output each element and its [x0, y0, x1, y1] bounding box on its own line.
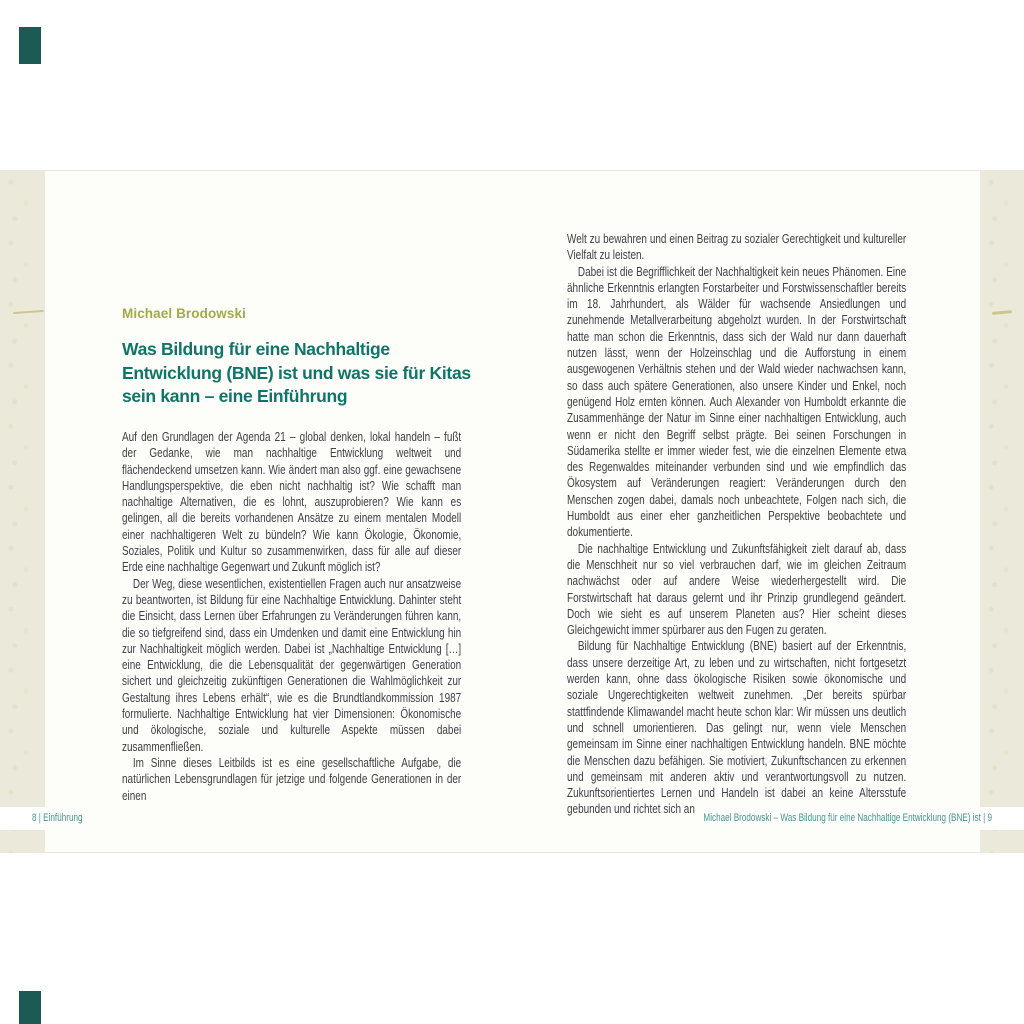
paragraph: Die nachhaltige Entwicklung und Zukunftsfähigkeit zielt darauf ab, dass die Menschheit nur so viel verbrauchen darf, wie im gleichen Zeitraum nachwächst oder auf andere Weise wiederhergestellt wird. Die Forstwirtschaft hat daraus gelernt und ihr Prinzip grundlegend geändert. Doch wie sieht es auf unserem Planeten aus? Hier scheint dieses Gleichgewicht immer spürbarer aus den Fugen zu geraten.: [567, 540, 907, 638]
page-footer-right: Michael Brodowski – Was Bildung für eine Nachhaltige Entwicklung (BNE) ist | 9: [703, 812, 992, 824]
paragraph: Bildung für Nachhaltige Entwicklung (BNE) basiert auf der Erkenntnis, dass unsere derzeitige Art, zu leben und zu wirtschaften, nicht fortgesetzt werden kann, ohne dass ökologische Risiken sowie ökonomische und soziale Ungerechtigkeiten weltweit zunehmen. „Der bereits spürbar stattfindende Klimawandel macht heute schon klar: Wir müssen uns deutlich und schnell umorientieren. Das gelingt nur, wenn viele Menschen gemeinsam im Sinne einer nachhaltigen Entwicklung handeln. BNE möchte die Menschen dazu befähigen. Sie motiviert, Zukunftschancen zu erkennen und gemeinsam mit anderen aktiv und verantwortungsvoll zu nutzen. Zukunftsorientiertes Lernen und Handeln ist dabei an keine Altersstufe gebunden und richtet sich an: [567, 638, 907, 817]
right-text-column: [567, 231, 906, 818]
paragraph: Welt zu bewahren und einen Beitrag zu sozialer Gerechtigkeit und kultureller Vielfalt zu leisten.: [567, 231, 907, 263]
left-text-column: [122, 429, 461, 804]
paragraph: Dabei ist die Begrifflichkeit der Nachhaltigkeit kein neues Phänomen. Eine ähnliche Erkenntnis erlangten Forstarbeiter und Forstwissenschaftler bereits im 18. Jahrhundert, als Wälder für wachsende Ansiedlungen und zunehmende Metallverarbeitung abgeholzt wurden. In der Forstwirtschaft hatte man schon die Erkenntnis, dass sich der Wald nur dann dauerhaft nutzen lässt, wenn der Holzeinschlag und die Aufforstung in einem ausgewogenen Verhältnis stehen und der Wald wieder nachwachsen kann, so dass auch spätere Generationen, also unsere Kinder und Enkel, noch genügend Holz ernten können. Auch Alexander von Humboldt erkannte die Zusammenhänge der Natur im Sinne einer nachhaltigen Entwicklung, auch wenn er nicht den Begriff selbst prägte. Bei seinen Forschungen in Südamerika stellte er immer wieder fest, wie die einzelnen Elemente etwa des Regenwaldes miteinander verbunden sind und wie empfindlich das Ökosystem auf Veränderungen reagiert: Veränderungen durch den Menschen zogen dabei, damals noch unbeachtete, Folgen nach sich, die Humboldt aus einer eher ganzheitlichen Perspektive beobachtete und dokumentierte.: [567, 263, 907, 540]
author-name: Michael Brodowski: [122, 306, 246, 321]
paragraph: Der Weg, diese wesentlichen, existentiellen Fragen auch nur ansatzweise zu beantworten, ist Bildung für eine Nachhaltige Entwicklung. Dahinter steht die Einsicht, dass Lernen über Erfahrungen zu Veränderungen führen kann, die so tiefgreifend sind, dass ein Umdenken und damit eine Entwicklung hin zur Nachhaltigkeit möglich werden. Dabei ist „Nachhaltige Entwicklung […] eine Entwicklung, die die Lebensqualität der gegenwärtigen Generation sichert und gleichzeitig zukünftigen Generationen die Wahlmöglichkeit zur Gestaltung ihres Lebens erhält“, wie es die Brundtlandkommission 1987 formulierte. Nachhaltige Entwicklung hat vier Dimensionen: Ökonomische und ökologische, soziale und kulturelle Aspekte müssen dabei zusammenfließen.: [122, 575, 462, 754]
teal-bleed-mark-bottom: [19, 991, 41, 1024]
chapter-title: Was Bildung für eine Nachhaltige Entwicklung (BNE) ist und was sie für Kitas sein kann – eine Einführung: [122, 339, 471, 406]
teal-bleed-mark-top: [19, 27, 41, 64]
paper-edge-left: [0, 170, 45, 853]
page-footer-left: 8 | Einführung: [32, 812, 83, 824]
paragraph: Im Sinne dieses Leitbilds ist es eine gesellschaftliche Aufgabe, die natürlichen Lebensgrundlagen für jetzige und folgende Generationen in der einen: [122, 754, 462, 803]
paper-edge-right: [980, 170, 1024, 853]
paragraph: Auf den Grundlagen der Agenda 21 – global denken, lokal handeln – fußt der Gedanke, wie man nachhaltige Entwicklung weltweit und flächendeckend umsetzen kann. Wie ändert man also ggf. eine gewachsene Handlungsperspektive, die eben nicht nachhaltig ist? Wie schafft man nachhaltige Alternativen, die es lohnt, auszuprobieren? Wie kann es gelingen, all die bereits vorhandenen Ansätze zu einem mentalen Modell einer nachhaltigeren Welt zu bündeln? Wie kann Ökologie, Ökonomie, Soziales, Politik und Kultur so zusammenwirken, dass für alle auf dieser Erde eine nachhaltige Gegenwart und Zukunft möglich ist?: [122, 429, 462, 575]
